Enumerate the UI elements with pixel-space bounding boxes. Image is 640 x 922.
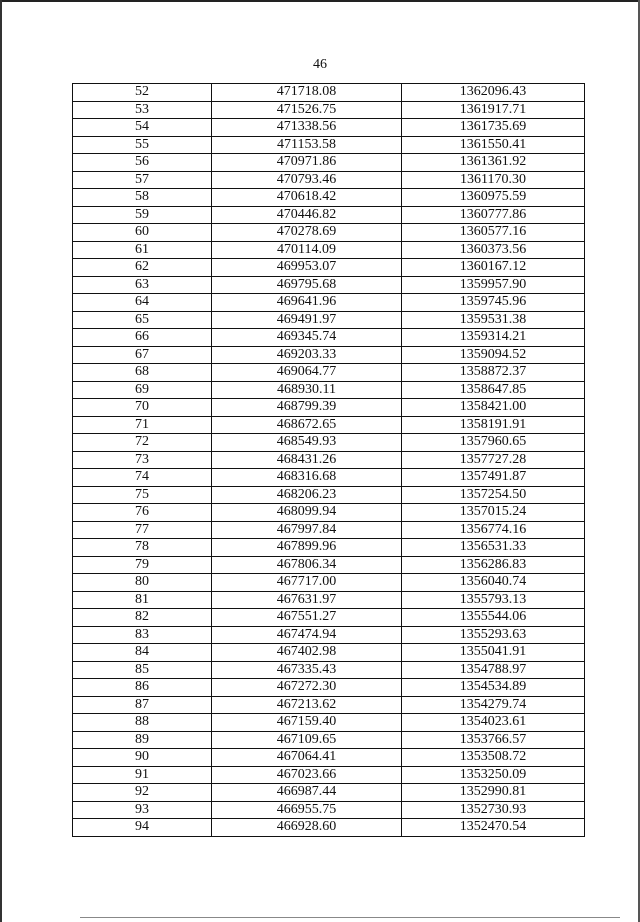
point-number-cell: 79 [73, 556, 212, 574]
y-coordinate-cell: 1355544.06 [402, 609, 585, 627]
point-number-cell: 58 [73, 189, 212, 207]
point-number-cell: 93 [73, 801, 212, 819]
table-row [73, 399, 585, 417]
point-number-cell: 82 [73, 609, 212, 627]
table-row [73, 591, 585, 609]
y-coordinate-cell: 1354023.61 [402, 714, 585, 732]
point-number-cell: 81 [73, 591, 212, 609]
y-coordinate-cell: 1361550.41 [402, 136, 585, 154]
y-coordinate-cell: 1358647.85 [402, 381, 585, 399]
table-row [73, 259, 585, 277]
y-coordinate-cell: 1356531.33 [402, 539, 585, 557]
y-coordinate-cell: 1355041.91 [402, 644, 585, 662]
x-coordinate-cell: 466928.60 [212, 819, 402, 837]
table-row [73, 469, 585, 487]
x-coordinate-cell: 467109.65 [212, 731, 402, 749]
x-coordinate-cell: 466955.75 [212, 801, 402, 819]
x-coordinate-cell: 469064.77 [212, 364, 402, 382]
y-coordinate-cell: 1353766.57 [402, 731, 585, 749]
y-coordinate-cell: 1361735.69 [402, 119, 585, 137]
point-number-cell: 66 [73, 329, 212, 347]
table-row [73, 276, 585, 294]
point-number-cell: 76 [73, 504, 212, 522]
y-coordinate-cell: 1356286.83 [402, 556, 585, 574]
table-row [73, 539, 585, 557]
y-coordinate-cell: 1361170.30 [402, 171, 585, 189]
x-coordinate-cell: 467997.84 [212, 521, 402, 539]
point-number-cell: 63 [73, 276, 212, 294]
table-row [73, 101, 585, 119]
x-coordinate-cell: 470971.86 [212, 154, 402, 172]
table-row [73, 119, 585, 137]
y-coordinate-cell: 1360975.59 [402, 189, 585, 207]
table-row [73, 241, 585, 259]
table-row [73, 486, 585, 504]
table-row [73, 381, 585, 399]
point-number-cell: 60 [73, 224, 212, 242]
table-row [73, 521, 585, 539]
y-coordinate-cell: 1353508.72 [402, 749, 585, 767]
x-coordinate-cell: 467806.34 [212, 556, 402, 574]
table-row [73, 696, 585, 714]
y-coordinate-cell: 1359094.52 [402, 346, 585, 364]
x-coordinate-cell: 468549.93 [212, 434, 402, 452]
page-number: 46 [313, 57, 327, 72]
x-coordinate-cell: 470793.46 [212, 171, 402, 189]
y-coordinate-cell: 1359745.96 [402, 294, 585, 312]
x-coordinate-cell: 468099.94 [212, 504, 402, 522]
y-coordinate-cell: 1359314.21 [402, 329, 585, 347]
table-row [73, 714, 585, 732]
table-row [73, 171, 585, 189]
point-number-cell: 89 [73, 731, 212, 749]
table-row [73, 574, 585, 592]
x-coordinate-cell: 469641.96 [212, 294, 402, 312]
point-number-cell: 73 [73, 451, 212, 469]
table-row [73, 749, 585, 767]
x-coordinate-cell: 467899.96 [212, 539, 402, 557]
point-number-cell: 68 [73, 364, 212, 382]
x-coordinate-cell: 468930.11 [212, 381, 402, 399]
point-number-cell: 54 [73, 119, 212, 137]
point-number-cell: 92 [73, 784, 212, 802]
table-row [73, 766, 585, 784]
point-number-cell: 77 [73, 521, 212, 539]
x-coordinate-cell: 467631.97 [212, 591, 402, 609]
x-coordinate-cell: 469491.97 [212, 311, 402, 329]
x-coordinate-cell: 470446.82 [212, 206, 402, 224]
point-number-cell: 94 [73, 819, 212, 837]
table-row [73, 294, 585, 312]
table-row [73, 206, 585, 224]
point-number-cell: 70 [73, 399, 212, 417]
y-coordinate-cell: 1360577.16 [402, 224, 585, 242]
y-coordinate-cell: 1354279.74 [402, 696, 585, 714]
point-number-cell: 80 [73, 574, 212, 592]
table-row [73, 329, 585, 347]
x-coordinate-cell: 469203.33 [212, 346, 402, 364]
x-coordinate-cell: 468799.39 [212, 399, 402, 417]
table-row [73, 801, 585, 819]
point-number-cell: 52 [73, 84, 212, 102]
y-coordinate-cell: 1357960.65 [402, 434, 585, 452]
y-coordinate-cell: 1357727.28 [402, 451, 585, 469]
point-number-cell: 67 [73, 346, 212, 364]
x-coordinate-cell: 470618.42 [212, 189, 402, 207]
table-row [73, 154, 585, 172]
y-coordinate-cell: 1355293.63 [402, 626, 585, 644]
y-coordinate-cell: 1360373.56 [402, 241, 585, 259]
x-coordinate-cell: 467335.43 [212, 661, 402, 679]
y-coordinate-cell: 1353250.09 [402, 766, 585, 784]
point-number-cell: 62 [73, 259, 212, 277]
table-row [73, 556, 585, 574]
point-number-cell: 90 [73, 749, 212, 767]
x-coordinate-cell: 470114.09 [212, 241, 402, 259]
x-coordinate-cell: 470278.69 [212, 224, 402, 242]
point-number-cell: 56 [73, 154, 212, 172]
x-coordinate-cell: 467159.40 [212, 714, 402, 732]
x-coordinate-cell: 467474.94 [212, 626, 402, 644]
y-coordinate-cell: 1352470.54 [402, 819, 585, 837]
coordinates-table [72, 83, 585, 837]
point-number-cell: 57 [73, 171, 212, 189]
x-coordinate-cell: 467551.27 [212, 609, 402, 627]
y-coordinate-cell: 1359957.90 [402, 276, 585, 294]
point-number-cell: 83 [73, 626, 212, 644]
table-row [73, 224, 585, 242]
scan-edge-top [0, 0, 640, 2]
point-number-cell: 86 [73, 679, 212, 697]
y-coordinate-cell: 1358872.37 [402, 364, 585, 382]
y-coordinate-cell: 1359531.38 [402, 311, 585, 329]
table-row [73, 626, 585, 644]
y-coordinate-cell: 1358421.00 [402, 399, 585, 417]
y-coordinate-cell: 1357491.87 [402, 469, 585, 487]
x-coordinate-cell: 468431.26 [212, 451, 402, 469]
table-row [73, 364, 585, 382]
table-row [73, 819, 585, 837]
table-row [73, 311, 585, 329]
table-row [73, 784, 585, 802]
table-row [73, 189, 585, 207]
table-row [73, 434, 585, 452]
y-coordinate-cell: 1361361.92 [402, 154, 585, 172]
x-coordinate-cell: 468316.68 [212, 469, 402, 487]
point-number-cell: 59 [73, 206, 212, 224]
y-coordinate-cell: 1354788.97 [402, 661, 585, 679]
table-row [73, 644, 585, 662]
point-number-cell: 84 [73, 644, 212, 662]
y-coordinate-cell: 1357254.50 [402, 486, 585, 504]
point-number-cell: 69 [73, 381, 212, 399]
point-number-cell: 75 [73, 486, 212, 504]
point-number-cell: 88 [73, 714, 212, 732]
point-number-cell: 71 [73, 416, 212, 434]
x-coordinate-cell: 466987.44 [212, 784, 402, 802]
point-number-cell: 78 [73, 539, 212, 557]
x-coordinate-cell: 468672.65 [212, 416, 402, 434]
y-coordinate-cell: 1358191.91 [402, 416, 585, 434]
x-coordinate-cell: 467213.62 [212, 696, 402, 714]
x-coordinate-cell: 467272.30 [212, 679, 402, 697]
table-row [73, 84, 585, 102]
y-coordinate-cell: 1361917.71 [402, 101, 585, 119]
table-row [73, 661, 585, 679]
x-coordinate-cell: 471153.58 [212, 136, 402, 154]
point-number-cell: 85 [73, 661, 212, 679]
x-coordinate-cell: 467402.98 [212, 644, 402, 662]
point-number-cell: 72 [73, 434, 212, 452]
point-number-cell: 65 [73, 311, 212, 329]
point-number-cell: 61 [73, 241, 212, 259]
y-coordinate-cell: 1352990.81 [402, 784, 585, 802]
x-coordinate-cell: 467717.00 [212, 574, 402, 592]
point-number-cell: 91 [73, 766, 212, 784]
y-coordinate-cell: 1354534.89 [402, 679, 585, 697]
y-coordinate-cell: 1357015.24 [402, 504, 585, 522]
y-coordinate-cell: 1356774.16 [402, 521, 585, 539]
point-number-cell: 87 [73, 696, 212, 714]
x-coordinate-cell: 471718.08 [212, 84, 402, 102]
table-row [73, 731, 585, 749]
y-coordinate-cell: 1352730.93 [402, 801, 585, 819]
scan-edge-left [0, 0, 2, 922]
y-coordinate-cell: 1355793.13 [402, 591, 585, 609]
point-number-cell: 53 [73, 101, 212, 119]
table-row [73, 416, 585, 434]
y-coordinate-cell: 1362096.43 [402, 84, 585, 102]
y-coordinate-cell: 1356040.74 [402, 574, 585, 592]
point-number-cell: 64 [73, 294, 212, 312]
table-row [73, 504, 585, 522]
x-coordinate-cell: 468206.23 [212, 486, 402, 504]
table-row [73, 679, 585, 697]
x-coordinate-cell: 469795.68 [212, 276, 402, 294]
y-coordinate-cell: 1360167.12 [402, 259, 585, 277]
y-coordinate-cell: 1360777.86 [402, 206, 585, 224]
x-coordinate-cell: 471338.56 [212, 119, 402, 137]
x-coordinate-cell: 467023.66 [212, 766, 402, 784]
table-row [73, 451, 585, 469]
x-coordinate-cell: 469953.07 [212, 259, 402, 277]
table-row [73, 609, 585, 627]
x-coordinate-cell: 471526.75 [212, 101, 402, 119]
x-coordinate-cell: 469345.74 [212, 329, 402, 347]
point-number-cell: 55 [73, 136, 212, 154]
coordinates-table-body [73, 84, 585, 837]
point-number-cell: 74 [73, 469, 212, 487]
x-coordinate-cell: 467064.41 [212, 749, 402, 767]
table-row [73, 136, 585, 154]
scan-edge-bottom [80, 917, 620, 918]
table-row [73, 346, 585, 364]
